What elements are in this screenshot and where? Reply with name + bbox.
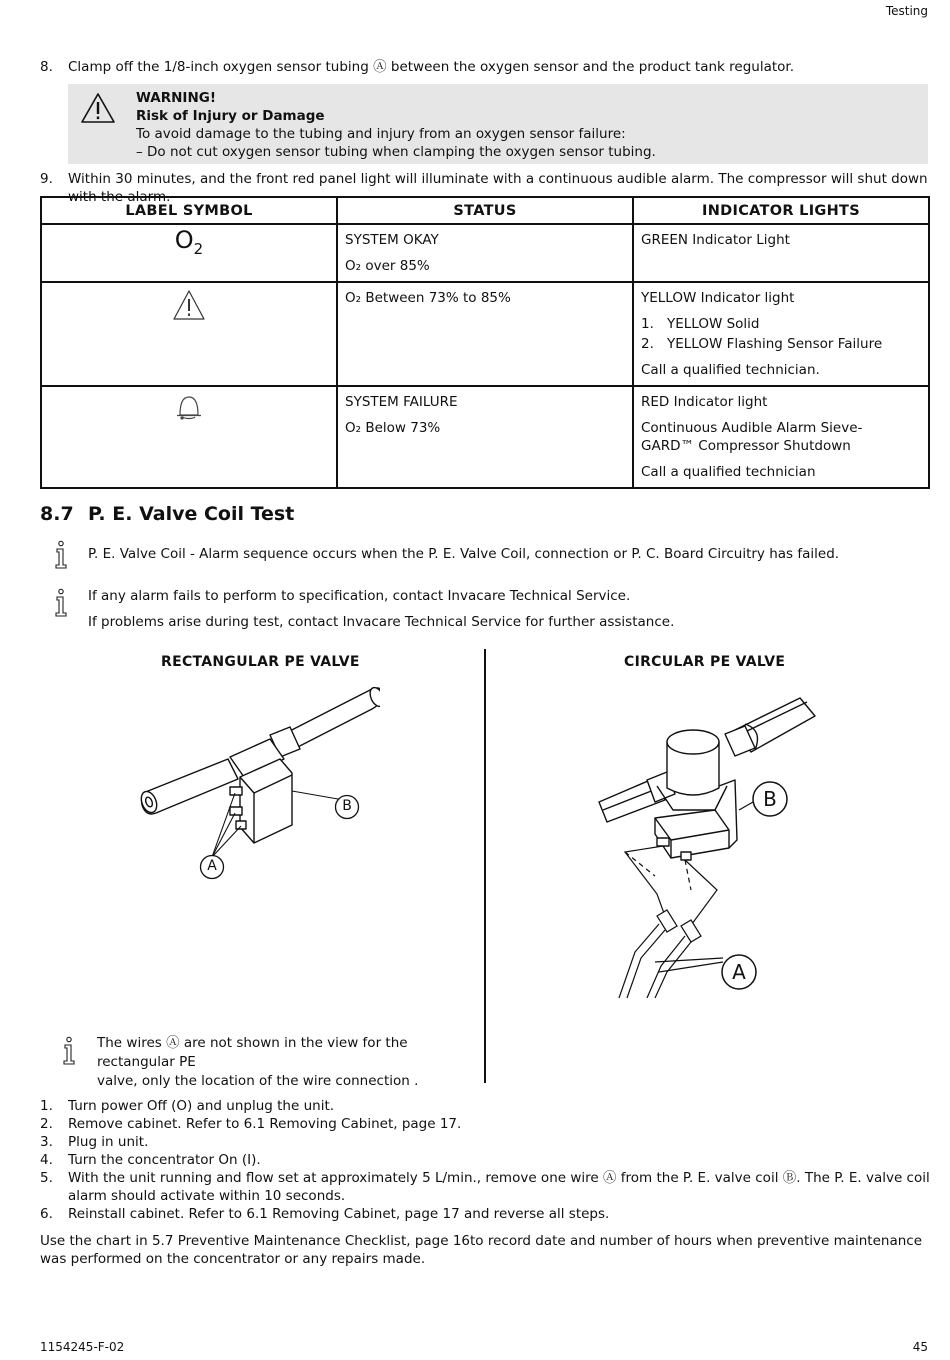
info-icon xyxy=(50,588,72,618)
status-cell: SYSTEM OKAY O₂ over 85% xyxy=(337,224,633,282)
warning-subtitle: Risk of Injury or Damage xyxy=(136,108,325,124)
figure-title-circular: CIRCULAR PE VALVE xyxy=(624,654,786,670)
info-icon xyxy=(58,1036,80,1066)
status-cell: O₂ Between 73% to 85% xyxy=(337,282,633,386)
warning-box xyxy=(68,84,928,164)
caution-triangle-icon xyxy=(172,289,206,321)
procedure-list xyxy=(40,1097,930,1223)
list-item: 3. Plug in unit. xyxy=(40,1134,149,1150)
indicator-table xyxy=(40,196,930,489)
list-item: 4. Turn the concentrator On (I). xyxy=(40,1152,261,1168)
list-item: 2. Remove cabinet. Refer to 6.1 Removing Cabinet, page 17. xyxy=(40,1116,462,1132)
step-9: 9. Within 30 minutes, and the front red panel light will illuminate with a continuous audible alarm. The compressor will shut down with the alarm. xyxy=(40,171,928,205)
indicator-cell: RED Indicator light Continuous Audible Alarm Sieve- GARD™ Compressor Shutdown Call a qualified technician xyxy=(633,386,929,488)
table-row xyxy=(41,282,929,386)
section-heading: 8.7 P. E. Valve Coil Test xyxy=(40,503,295,525)
callout-label: A xyxy=(207,858,217,874)
col-header-label-symbol: LABEL SYMBOL xyxy=(41,197,337,224)
note-text: If any alarm fails to perform to specification, contact Invacare Technical Service. If problems arise during test, contact Invacare Technical Service for further assistance. xyxy=(88,588,675,630)
indicator-cell: YELLOW Indicator light 1. YELLOW Solid 2. YELLOW Flashing Sensor Failure Call a qualified technician. xyxy=(633,282,929,386)
figure-note: The wires Ⓐ are not shown in the view for the rectangular PE valve, only the location of the wire connection . xyxy=(97,1035,419,1089)
status-cell: SYSTEM FAILURE O₂ Below 73% xyxy=(337,386,633,488)
bell-alarm-icon xyxy=(173,393,205,423)
info-icon xyxy=(50,540,72,570)
o2-symbol: $O_2$ xyxy=(174,226,204,258)
callout-label: A xyxy=(732,960,746,984)
running-header: Testing xyxy=(885,4,928,18)
col-header-indicator-lights: INDICATOR LIGHTS xyxy=(633,197,929,224)
figure-title-rectangular: RECTANGULAR PE VALVE xyxy=(161,654,360,670)
list-item: 6. Reinstall cabinet. Refer to 6.1 Removing Cabinet, page 17 and reverse all steps. xyxy=(40,1206,610,1222)
warning-title: WARNING! xyxy=(136,90,216,106)
figure-divider xyxy=(484,649,486,1083)
warning-triangle-icon xyxy=(80,92,116,124)
symbol-cell xyxy=(41,224,337,282)
symbol-cell xyxy=(41,386,337,488)
col-header-status: STATUS xyxy=(337,197,633,224)
warning-line: To avoid damage to the tubing and injury from an oxygen sensor failure: xyxy=(136,126,626,142)
step-8: 8. Clamp off the 1/8-inch oxygen sensor tubing Ⓐ between the oxygen sensor and the product tank regulator. xyxy=(40,59,795,75)
doc-id: 1154245-F-02 xyxy=(40,1340,125,1354)
circular-pe-valve-illustration xyxy=(595,690,820,1005)
rectangular-pe-valve-illustration xyxy=(120,675,380,880)
table-row xyxy=(41,224,929,282)
callout-label: B xyxy=(763,787,777,811)
list-item: 2. YELLOW Flashing Sensor Failure xyxy=(641,336,883,352)
warning-line: – Do not cut oxygen sensor tubing when clamping the oxygen sensor tubing. xyxy=(136,144,656,160)
list-item: 1. Turn power Off (O) and unplug the unit. xyxy=(40,1098,335,1114)
callout-label: B xyxy=(342,798,352,814)
list-item: 5. With the unit running and flow set at approximately 5 L/min., remove one wire Ⓐ from the P. E. valve coil Ⓑ. The P. E. valve coil alarm should activate within 10 seconds. xyxy=(40,1170,930,1204)
list-item: 1. YELLOW Solid xyxy=(641,316,760,332)
table-row xyxy=(41,386,929,488)
symbol-cell xyxy=(41,282,337,386)
closing-paragraph: Use the chart in 5.7 Preventive Maintenance Checklist, page 16to record date and number of hours when preventive maintenance was performed on the concentrator or any repairs made. xyxy=(40,1233,923,1267)
indicator-cell: GREEN Indicator Light xyxy=(633,224,929,282)
note-text: P. E. Valve Coil - Alarm sequence occurs when the P. E. Valve Coil, connection or P. C. Board Circuitry has failed. xyxy=(88,546,840,562)
page-number: 45 xyxy=(912,1340,928,1354)
